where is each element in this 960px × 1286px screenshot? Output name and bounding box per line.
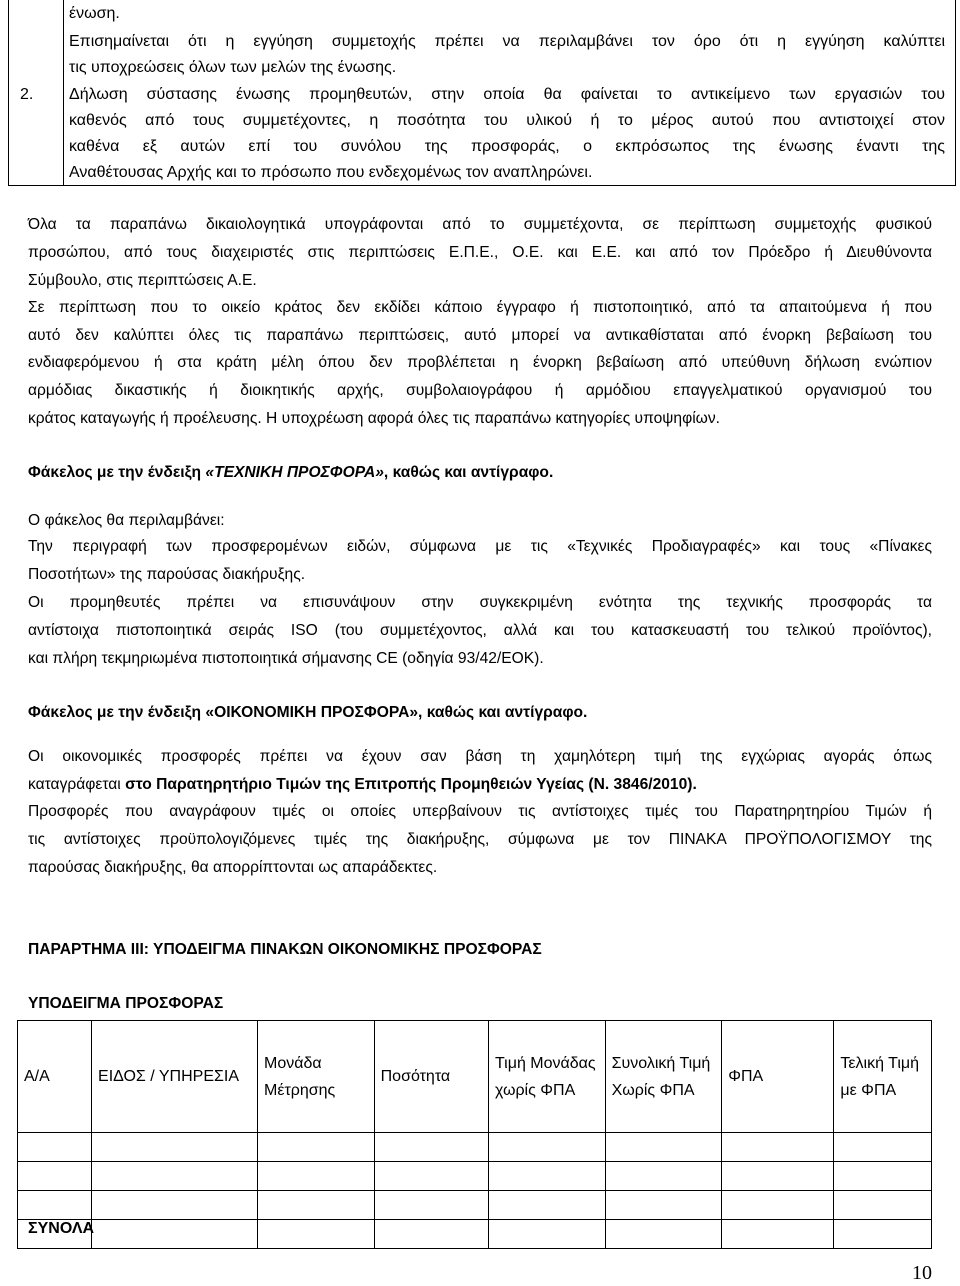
paragraph-line: αρμόδιας δικαστικής ή διοικητικής αρχής, συμβολαιογράφου ή αρμόδιου επαγγελματικού οργανισμού του (28, 382, 932, 399)
list-line: καθένα εξ αυτών επί του συνόλου της προσφοράς, ο εκπρόσωπος της ένωσης έναντι της (69, 138, 945, 155)
table-cell[interactable] (488, 1162, 605, 1191)
table-row (18, 1133, 932, 1162)
technical-offer-heading (28, 464, 932, 482)
paragraph-line: Την περιγραφή των προσφερομένων ειδών, σύμφωνα με τις «Τεχνικές Προδιαγραφές» και τους «Πίνακες (28, 538, 932, 555)
table-cell[interactable] (488, 1220, 605, 1249)
list-line: καθενός από τους συμμετέχοντες, η ποσότητα του υλικού ή το μέρος αυτού που αντιστοιχεί στον (69, 112, 945, 129)
list-line: τις υποχρεώσεις όλων των μελών της ένωσης. (69, 59, 397, 76)
paragraph-line: και πλήρη τεκμηριωμένα πιστοποιητικά σήμανσης CE (οδηγία 93/42/ΕΟΚ). (28, 650, 544, 667)
paragraph-line: Σε περίπτωση που το οικείο κράτος δεν εκδίδει κάποιο έγγραφο ή πιστοποιητικό, από τα απαιτούμενα ή που (28, 299, 932, 316)
column-divider (63, 0, 64, 185)
heading-suffix: , καθώς και αντίγραφο. (383, 464, 554, 481)
header-cell: Ποσότητα (374, 1021, 488, 1133)
table-cell[interactable] (605, 1162, 722, 1191)
paragraph-line: προσώπου, από τους διαχειριστές στις περιπτώσεις Ε.Π.Ε., Ο.Ε. και Ε.Ε. και από τον Πρόεδρο ή Διευθύνοντα (28, 244, 932, 261)
paragraph-line: κράτος καταγωγής ή προέλευσης. Η υποχρέωση αφορά όλες τις παραπάνω κατηγορίες υποψηφίων. (28, 410, 720, 427)
list-line: Δήλωση σύστασης ένωσης προμηθευτών, στην οποία θα φαίνεται το αντικείμενο των εργασιών του (69, 86, 945, 103)
totals-label: ΣΥΝΟΛΑ (28, 1220, 95, 1237)
header-cell: Α/Α (18, 1021, 92, 1133)
table-cell[interactable] (722, 1133, 834, 1162)
line-bold: στο Παρατηρητήριο Τιμών της Επιτροπής Προμηθειών Υγείας (Ν. 3846/2010). (125, 776, 697, 793)
paragraph-line: Όλα τα παραπάνω δικαιολογητικά υπογράφονται από το συμμετέχοντα, σε περίπτωση συμμετοχής φυσικού (28, 216, 932, 233)
annex-title: ΠΑΡΑΡΤΗΜΑ ΙΙΙ: ΥΠΟΔΕΙΓΜΑ ΠΙΝΑΚΩΝ ΟΙΚΟΝΟΜΙΚΗΣ ΠΡΟΣΦΟΡΑΣ (28, 941, 542, 958)
header-cell: Μονάδα Μέτρησης (257, 1021, 374, 1133)
list-line: Αναθέτουσας Αρχής και το πρόσωπο που ενδεχομένως τον αναπληρώνει. (69, 164, 593, 181)
table-cell[interactable] (374, 1133, 488, 1162)
header-cell: Τελική Τιμή με ΦΠΑ (834, 1021, 932, 1133)
paragraph-line: αντίστοιχα πιστοποιητικά σειράς ISO (του συμμετέχοντος, αλλά και του κατασκευαστή του τελικού προϊόντος), (28, 622, 932, 639)
table-cell[interactable] (605, 1220, 722, 1249)
item-number: 2. (20, 86, 34, 103)
page-number: 10 (912, 1262, 932, 1284)
table-cell[interactable] (488, 1133, 605, 1162)
table-cell[interactable] (834, 1133, 932, 1162)
table-cell[interactable] (834, 1162, 932, 1191)
table-cell[interactable] (605, 1191, 722, 1220)
table-cell[interactable] (257, 1162, 374, 1191)
heading-emphasis: «ΤΕΧΝΙΚΗ ΠΡΟΣΦΟΡΑ» (205, 464, 384, 481)
table-cell[interactable] (834, 1191, 932, 1220)
paragraph-line: Προσφορές που αναγράφουν τιμές οι οποίες υπερβαίνουν τις αντίστοιχες τιμές του Παρατηρητηρίου Τιμών ή (28, 803, 932, 820)
paragraph-line: τις αντίστοιχες προϋπολογιζόμενες τιμές της διακήρυξης, σύμφωνα με τον ΠΙΝΑΚΑ ΠΡΟΫΠΟΛΟΓΙΣΜΟΥ της (28, 831, 932, 848)
paragraph-line (28, 776, 932, 794)
table-cell[interactable] (374, 1220, 488, 1249)
table-cell[interactable] (92, 1133, 258, 1162)
table-cell[interactable] (722, 1162, 834, 1191)
paragraph-line: Σύμβουλο, στις περιπτώσεις Α.Ε. (28, 272, 257, 289)
table-cell[interactable] (374, 1191, 488, 1220)
table-cell[interactable] (92, 1191, 258, 1220)
table-cell[interactable] (18, 1191, 92, 1220)
table-row (18, 1162, 932, 1191)
line-prefix: καταγράφεται (28, 776, 126, 793)
table-cell[interactable] (488, 1191, 605, 1220)
header-cell: Συνολική Τιμή Χωρίς ΦΠΑ (605, 1021, 722, 1133)
header-cell: ΕΙΔΟΣ / ΥΠΗΡΕΣΙΑ (92, 1021, 258, 1133)
paragraph-line: αυτό δεν καλύπτει όλες τις παραπάνω περιπτώσεις, αυτό μπορεί να αντικαθίσταται από ένορκη βεβαίωση του (28, 327, 932, 344)
paragraph-line: ενδιαφερόμενου ή στα κράτη μέλη όπου δεν προβλέπεται η ένορκη βεβαίωση από υπεύθυνη δήλωση ενώπιον (28, 354, 932, 371)
table-cell[interactable] (92, 1220, 258, 1249)
table-cell[interactable] (722, 1220, 834, 1249)
financial-offer-heading: Φάκελος με την ένδειξη «ΟΙΚΟΝΟΜΙΚΗ ΠΡΟΣΦΟΡΑ», καθώς και αντίγραφο. (28, 704, 588, 721)
table-row (18, 1191, 932, 1220)
table-cell[interactable] (605, 1133, 722, 1162)
paragraph-line: Οι οικονομικές προσφορές πρέπει να έχουν σαν βάση τη χαμηλότερη τιμή της εγχώριας αγοράς όπως (28, 748, 932, 765)
table-cell[interactable] (257, 1220, 374, 1249)
sample-title: ΥΠΟΔΕΙΓΜΑ ΠΡΟΣΦΟΡΑΣ (28, 995, 224, 1012)
table-cell[interactable] (257, 1191, 374, 1220)
paragraph-line: Ποσοτήτων» της παρούσας διακήρυξης. (28, 566, 306, 583)
table-cell[interactable] (18, 1133, 92, 1162)
header-cell: Τιμή Μονάδας χωρίς ΦΠΑ (488, 1021, 605, 1133)
offer-table (17, 1020, 932, 1249)
table-cell[interactable] (92, 1162, 258, 1191)
list-line: Επισημαίνεται ότι η εγγύηση συμμετοχής πρέπει να περιλαμβάνει τον όρο ότι η εγγύηση καλύπτει (69, 33, 945, 50)
table-cell[interactable] (722, 1191, 834, 1220)
list-line: ένωση. (69, 5, 120, 22)
header-cell: ΦΠΑ (722, 1021, 834, 1133)
heading-prefix: Φάκελος με την ένδειξη (28, 464, 206, 481)
table-cell[interactable] (18, 1162, 92, 1191)
table-row (18, 1220, 932, 1249)
table-header-row (18, 1021, 932, 1133)
paragraph-line: παρούσας διακήρυξης, θα απορρίπτονται ως απαράδεκτες. (28, 859, 438, 876)
paragraph-line: Ο φάκελος θα περιλαμβάνει: (28, 512, 225, 529)
table-cell[interactable] (257, 1133, 374, 1162)
table-cell[interactable] (834, 1220, 932, 1249)
paragraph-line: Οι προμηθευτές πρέπει να επισυνάψουν στην συγκεκριμένη ενότητα της τεχνικής προσφοράς τα (28, 594, 932, 611)
table-cell[interactable] (374, 1162, 488, 1191)
